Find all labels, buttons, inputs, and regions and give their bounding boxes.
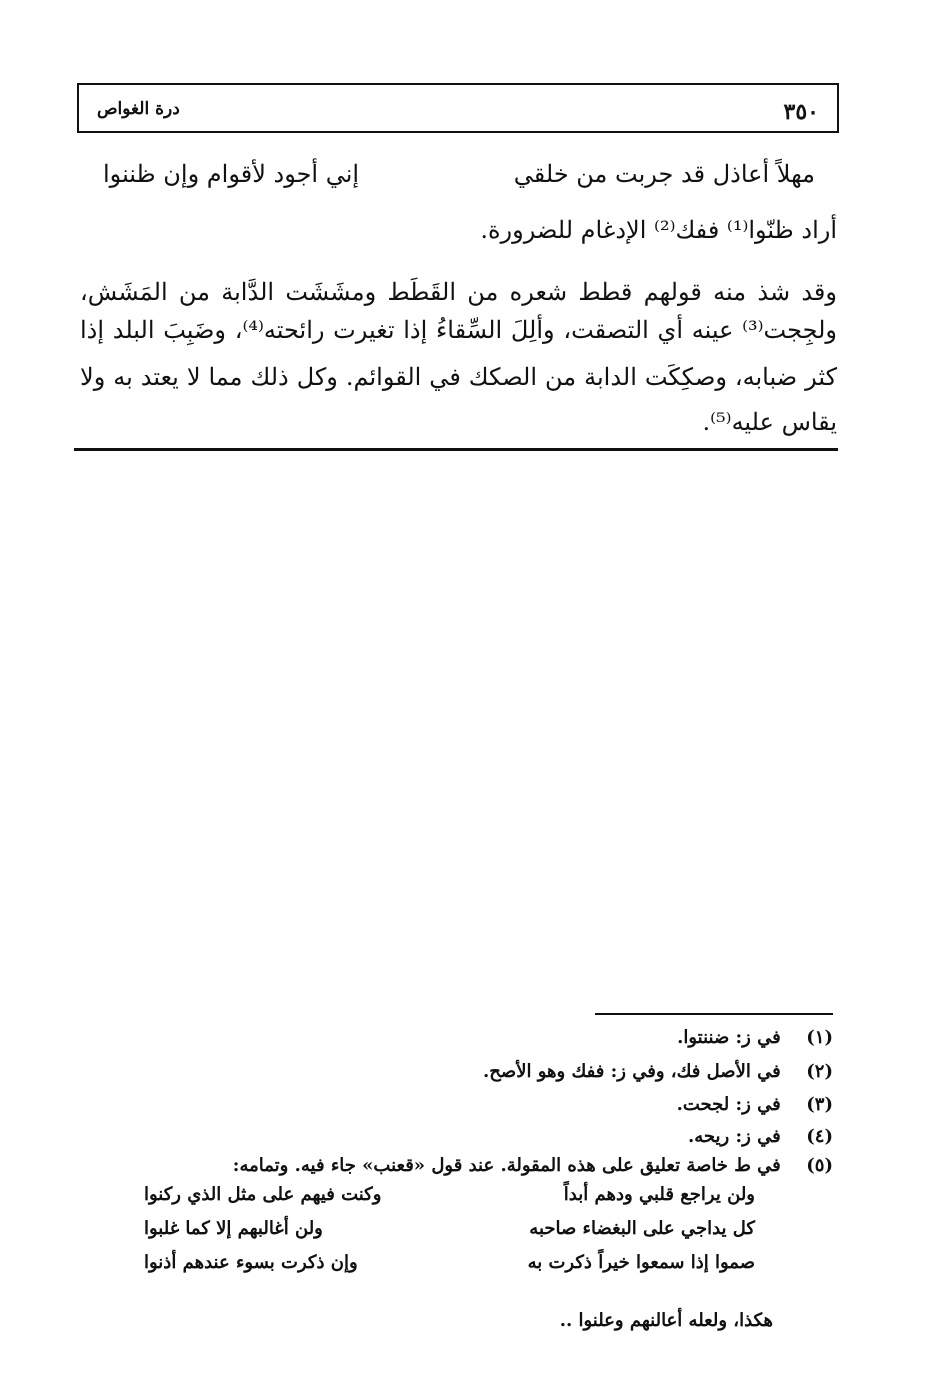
main-text-divider — [74, 448, 838, 451]
explanation-line: أراد ظنّوا⁽¹⁾ ففك⁽²⁾ الإدغام للضرورة. — [480, 216, 837, 244]
paragraph-line: ولجِجت⁽³⁾ عينه أي التصقت، وألِلَ السِّقاءُ إذا تغيرت رائحته⁽⁴⁾، وضَبِبَ البلد إذا — [80, 316, 837, 344]
footnote-text: في الأصل فك، وفي ز: ففك وهو الأصح. — [483, 1061, 781, 1082]
footnote-divider — [595, 1013, 833, 1015]
footnote-4 — [120, 1126, 833, 1147]
verse-second-hemistich: إني أجود لأقوام وإن ظننوا — [103, 160, 360, 188]
paragraph-line: وقد شذ منه قولهم قطط شعره من القَطَط ومشَشَت الدَّابة من المَشَش، — [80, 278, 837, 306]
verse-first-hemistich: مهلاً أعاذل قد جربت من خلقي — [513, 160, 815, 188]
page-header — [77, 83, 839, 133]
footnote-5 — [120, 1155, 833, 1176]
footnote-text: في ز: لجحت. — [676, 1094, 781, 1115]
book-title: درة الغواص — [97, 99, 180, 119]
footnote-number: (٣) — [806, 1094, 833, 1115]
paragraph-line: يقاس عليه⁽⁵⁾. — [702, 408, 837, 436]
footnote-number: (١) — [806, 1027, 833, 1048]
closing-note: هكذا، ولعله أعالنهم وعلنوا .. — [559, 1310, 773, 1331]
page-number: ٣٥٠ — [783, 99, 819, 125]
poem-line-left: ولن أغالبهم إلا كما غلبوا — [144, 1218, 323, 1239]
footnote-text: في ز: ريحه. — [688, 1126, 781, 1147]
footnote-text: في ط خاصة تعليق على هذه المقولة. عند قول «قعنب» جاء فيه. وتمامه: — [232, 1155, 781, 1176]
footnote-3 — [120, 1094, 833, 1115]
poem-line-right: كل يداجي على البغضاء صاحبه — [529, 1218, 755, 1239]
paragraph-line: كثر ضبابه، وصكِكَت الدابة من الصكك في القوائم. وكل ذلك مما لا يعتد به ولا — [80, 363, 837, 391]
poem-line-left: وكنت فيهم على مثل الذي ركنوا — [144, 1184, 382, 1205]
footnote-number: (٥) — [806, 1155, 833, 1176]
footnote-number: (٤) — [806, 1126, 833, 1147]
poem-line-right: ولن يراجع قلبي ودهم أبداً — [563, 1184, 755, 1205]
poem-line-right: صموا إذا سمعوا خيراً ذكرت به — [527, 1252, 755, 1273]
footnote-text: في ز: ضننتوا. — [677, 1027, 781, 1048]
footnote-2 — [120, 1061, 833, 1082]
footnote-1 — [120, 1027, 833, 1048]
poem-line-left: وإن ذكرت بسوء عندهم أذنوا — [144, 1252, 358, 1273]
footnote-number: (٢) — [806, 1061, 833, 1082]
